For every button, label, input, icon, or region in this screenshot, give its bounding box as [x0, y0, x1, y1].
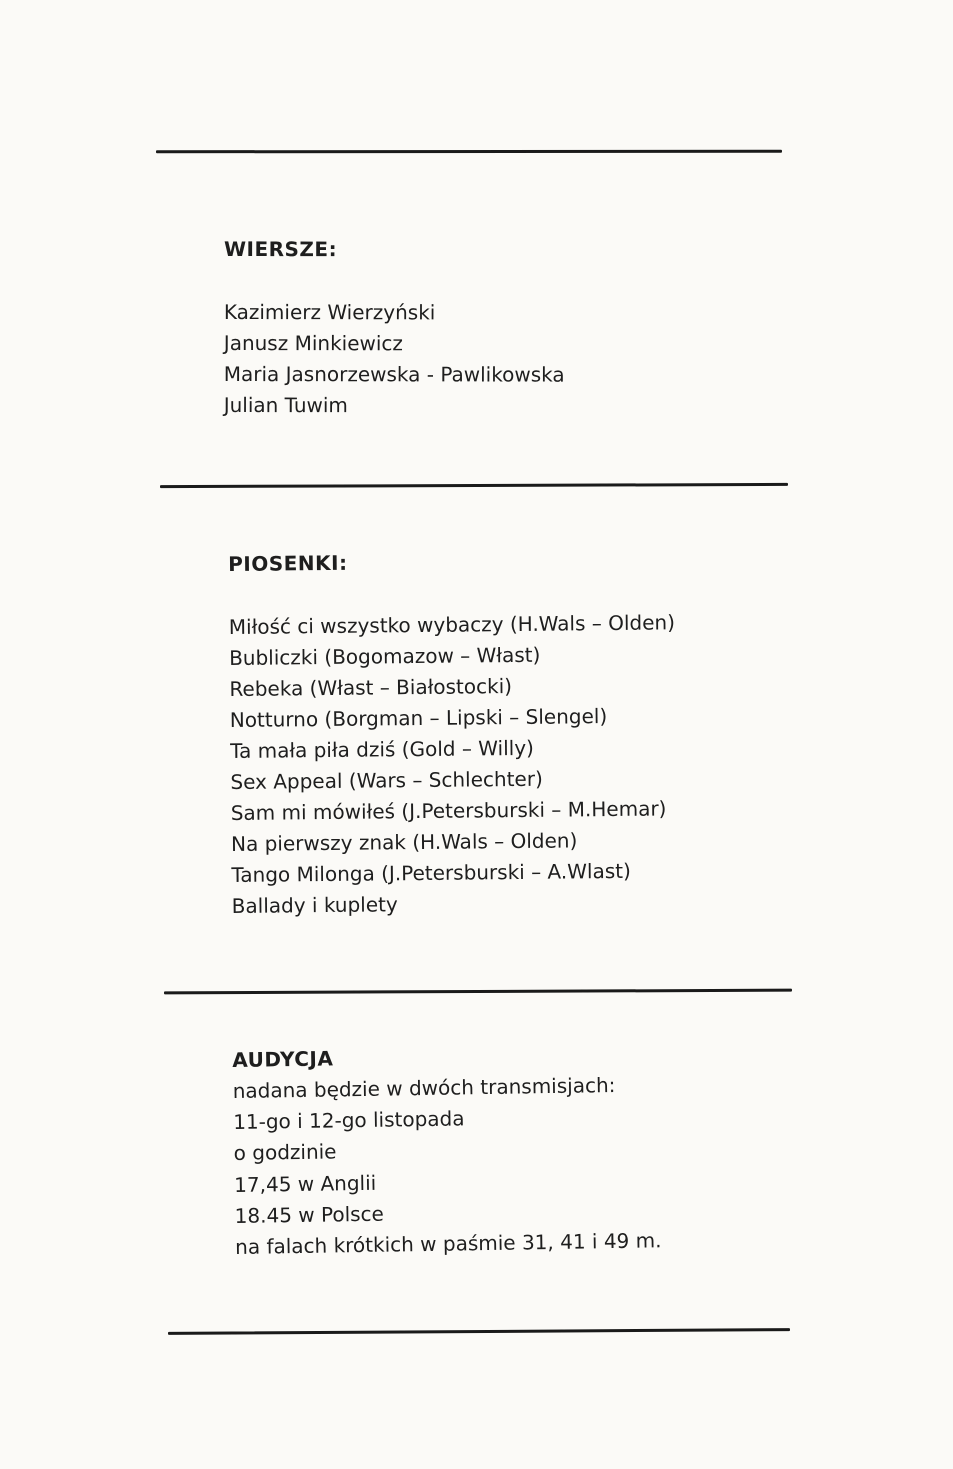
broadcast-line: o godzinie	[233, 1139, 337, 1166]
song-item: Tango Milonga (J.Petersburski – A.Wlast)	[231, 858, 631, 887]
broadcast-frequency: na falach krótkich w paśmie 31, 41 i 49 m.	[234, 1228, 662, 1259]
broadcast-time-england: 17,45 w Anglii	[234, 1170, 377, 1197]
songs-heading: PIOSENKI:	[228, 550, 348, 576]
divider-rule	[160, 483, 788, 488]
song-item: Notturno (Borgman – Lipski – Slengel)	[229, 704, 608, 732]
broadcast-details	[232, 1069, 661, 1263]
poet-name: Julian Tuwim	[223, 392, 348, 418]
broadcast-time-poland: 18.45 w Polsce	[234, 1201, 385, 1228]
songs-section	[228, 544, 678, 922]
song-item: Ballady i kuplety	[231, 892, 398, 918]
broadcast-dates: 11-go i 12-go listopada	[233, 1106, 465, 1135]
divider-rule	[164, 989, 792, 995]
poet-name: Kazimierz Wierzyński	[223, 299, 436, 325]
poet-name: Maria Jasnorzewska - Pawlikowska	[223, 361, 565, 387]
divider-rule-top	[156, 150, 782, 154]
divider-rule-bottom	[168, 1328, 790, 1335]
song-item: Miłość ci wszystko wybaczy (H.Wals – Olden)	[228, 610, 676, 639]
broadcast-heading: AUDYCJA	[232, 1046, 334, 1072]
poet-name: Janusz Minkiewicz	[223, 330, 403, 356]
song-item: Sex Appeal (Wars – Schlechter)	[230, 766, 543, 794]
broadcast-line: nadana będzie w dwóch transmisjach:	[232, 1072, 616, 1103]
song-item: Sam mi mówiłeś (J.Petersburski – M.Hemar)	[230, 796, 667, 825]
song-item: Ta mała piła dziś (Gold – Willy)	[229, 735, 535, 763]
poems-section	[224, 234, 565, 422]
songs-list	[229, 607, 678, 922]
song-item: Rebeka (Włast – Białostocki)	[229, 674, 513, 701]
broadcast-section	[232, 1038, 662, 1263]
poems-heading: WIERSZE:	[223, 237, 338, 262]
song-item: Bubliczki (Bogomazow – Włast)	[229, 642, 541, 670]
song-item: Na pierwszy znak (H.Wals – Olden)	[230, 828, 578, 856]
poets-list	[224, 297, 565, 422]
